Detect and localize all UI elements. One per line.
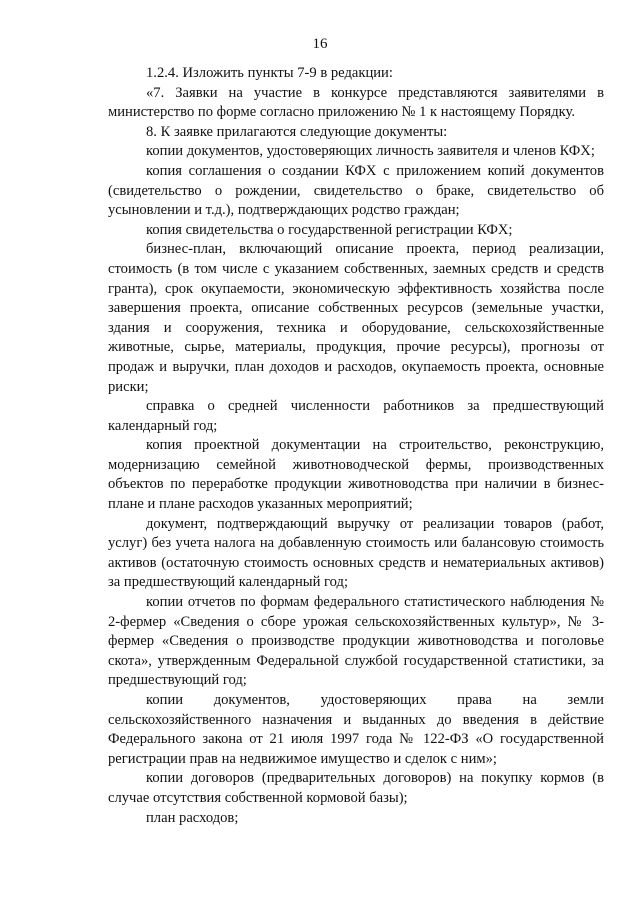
paragraph-expense-plan: план расходов; (146, 809, 239, 826)
page-number: 16 (312, 36, 328, 52)
paragraph-revenue-doc: документ, подтверждающий выручку от реализации товаров (работ, услуг) без учета налога на добавленную стоимость или балансовую стоимость активов (остаточную стоимость основных средств и нематериальных активов) за предшествующий календарный год; (108, 515, 604, 591)
paragraph-project-docs: копия проектной документации на строительство, реконструкцию, модернизацию семейной животноводческой фермы, производственных объектов по переработке продукции животноводства при наличии в бизнес-плане и плане расходов указанных мероприятий; (108, 437, 604, 513)
paragraph-item-8: 8. К заявке прилагаются следующие документы: (146, 123, 448, 140)
paragraph-kfh-registration: копия свидетельства о государственной регистрации КФХ; (146, 221, 513, 238)
paragraph-statistics-reports: копии отчетов по формам федерального статистического наблюдения № 2-фермер «Сведения о сборе урожая сельскохозяйственных культур», № 3-фермер «Сведения о производстве продукции животноводства и поголовье скота», утвержденным Федеральной службой государственной статистики, за предшествующий год; (108, 594, 604, 689)
paragraph-land-rights: копии документов, удостоверяющих права на земли сельскохозяйственного назначения и выданных до введения в действие Федерального закона от 21 июля 1997 года № 122-ФЗ «О государственной регистрации прав на недвижимое имущество и сделок с ним»; (108, 692, 604, 767)
paragraph-feed-contracts: копии договоров (предварительных договоров) на покупку кормов (в случае отсутствия собственной кормовой базы); (108, 770, 604, 806)
paragraph-business-plan: бизнес-план, включающий описание проекта, период реализации, стоимость (в том числе с указанием собственных, заемных средств и средств гранта), срок окупаемости, экономическую эффективность хозяйства после завершения проекта, описание собственных ресурсов (земельные участки, здания и сооружения, техника и оборудование, сельскохозяйственные животные, сырье, материалы, продукция, прочие ресурсы), прогнозы от продаж и выручки, план доходов и расходов, окупаемость проекта, основные риски; (108, 241, 604, 395)
paragraph-amendment-heading: 1.2.4. Изложить пункты 7-9 в редакции: (146, 65, 393, 81)
paragraph-identity-docs: копии документов, удостоверяющих личность заявителя и членов КФХ; (146, 143, 595, 160)
document-body (108, 64, 604, 828)
paragraph-staff-certificate: справка о средней численности работников за предшествующий календарный год; (108, 398, 604, 434)
paragraph-kfh-agreement: копия соглашения о создании КФХ с приложением копий документов (свидетельство о рождении, свидетельство о браке, свидетельство об усыновлении и т.д.), подтверждающих родство граждан; (108, 162, 604, 219)
paragraph-item-7: «7. Заявки на участие в конкурсе представляются заявителями в министерство по форме согласно приложению № 1 к настоящему Порядку. (108, 84, 604, 121)
